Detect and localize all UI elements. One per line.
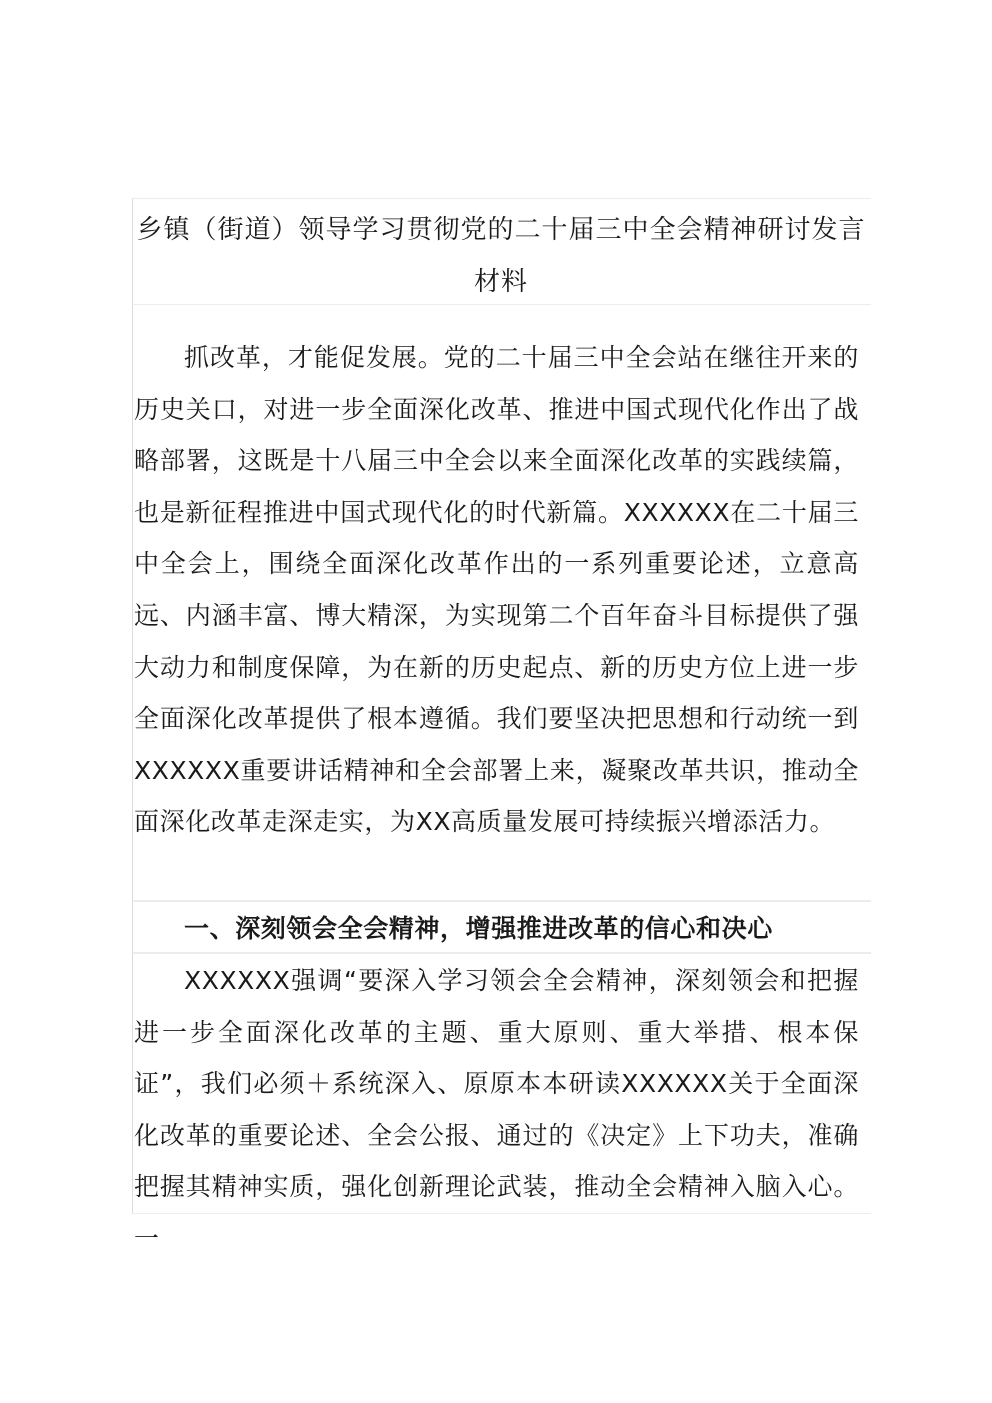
document-title [132,204,870,308]
section-heading: 一、深刻领会全会精神，增强推进改革的信心和决心 [184,914,773,943]
body-paragraph: XXXXXX强调“要深入学习领会全会精神，深刻领会和把握进一步全面深化改革的主题、重大原则、重大举措、根本保证”，我们必须＋系统深入、原原本本研读XXXXXX关于全面深化改革的重要论述、全会公报、通过的《决定》上下功夫，准确把握其精神实质，强化创新理论武装，推动全会精神入脑入心。一 [134,966,859,1253]
body-paragraph: 抓改革，才能促发展。党的二十届三中全会站在继往开来的历史关口，对进一步全面深化改革、推进中国式现代化作出了战略部署，这既是十八届三中全会以来全面深化改革的实践续篇，也是新征程推进中国式现代化的时代新篇。XXXXXX在二十届三中全会上，围绕全面深化改革作出的一系列重要论述，立意高远、内涵丰富、博大精深，为实现第二个百年奋斗目标提供了强大动力和制度保障，为在新的历史起点、新的历史方位上进一步全面深化改革提供了根本遵循。我们要坚决把思想和行动统一到XXXXXX重要讲话精神和全会部署上来，凝聚改革共识，推动全面深化改革走深走实，为XX高质量发展可持续振兴增添活力。 [134,343,859,837]
title-line: 乡镇（街道）领导学习贯彻党的二十届三中全会精神研讨发言 [136,215,866,245]
title-line: 材料 [473,267,528,297]
